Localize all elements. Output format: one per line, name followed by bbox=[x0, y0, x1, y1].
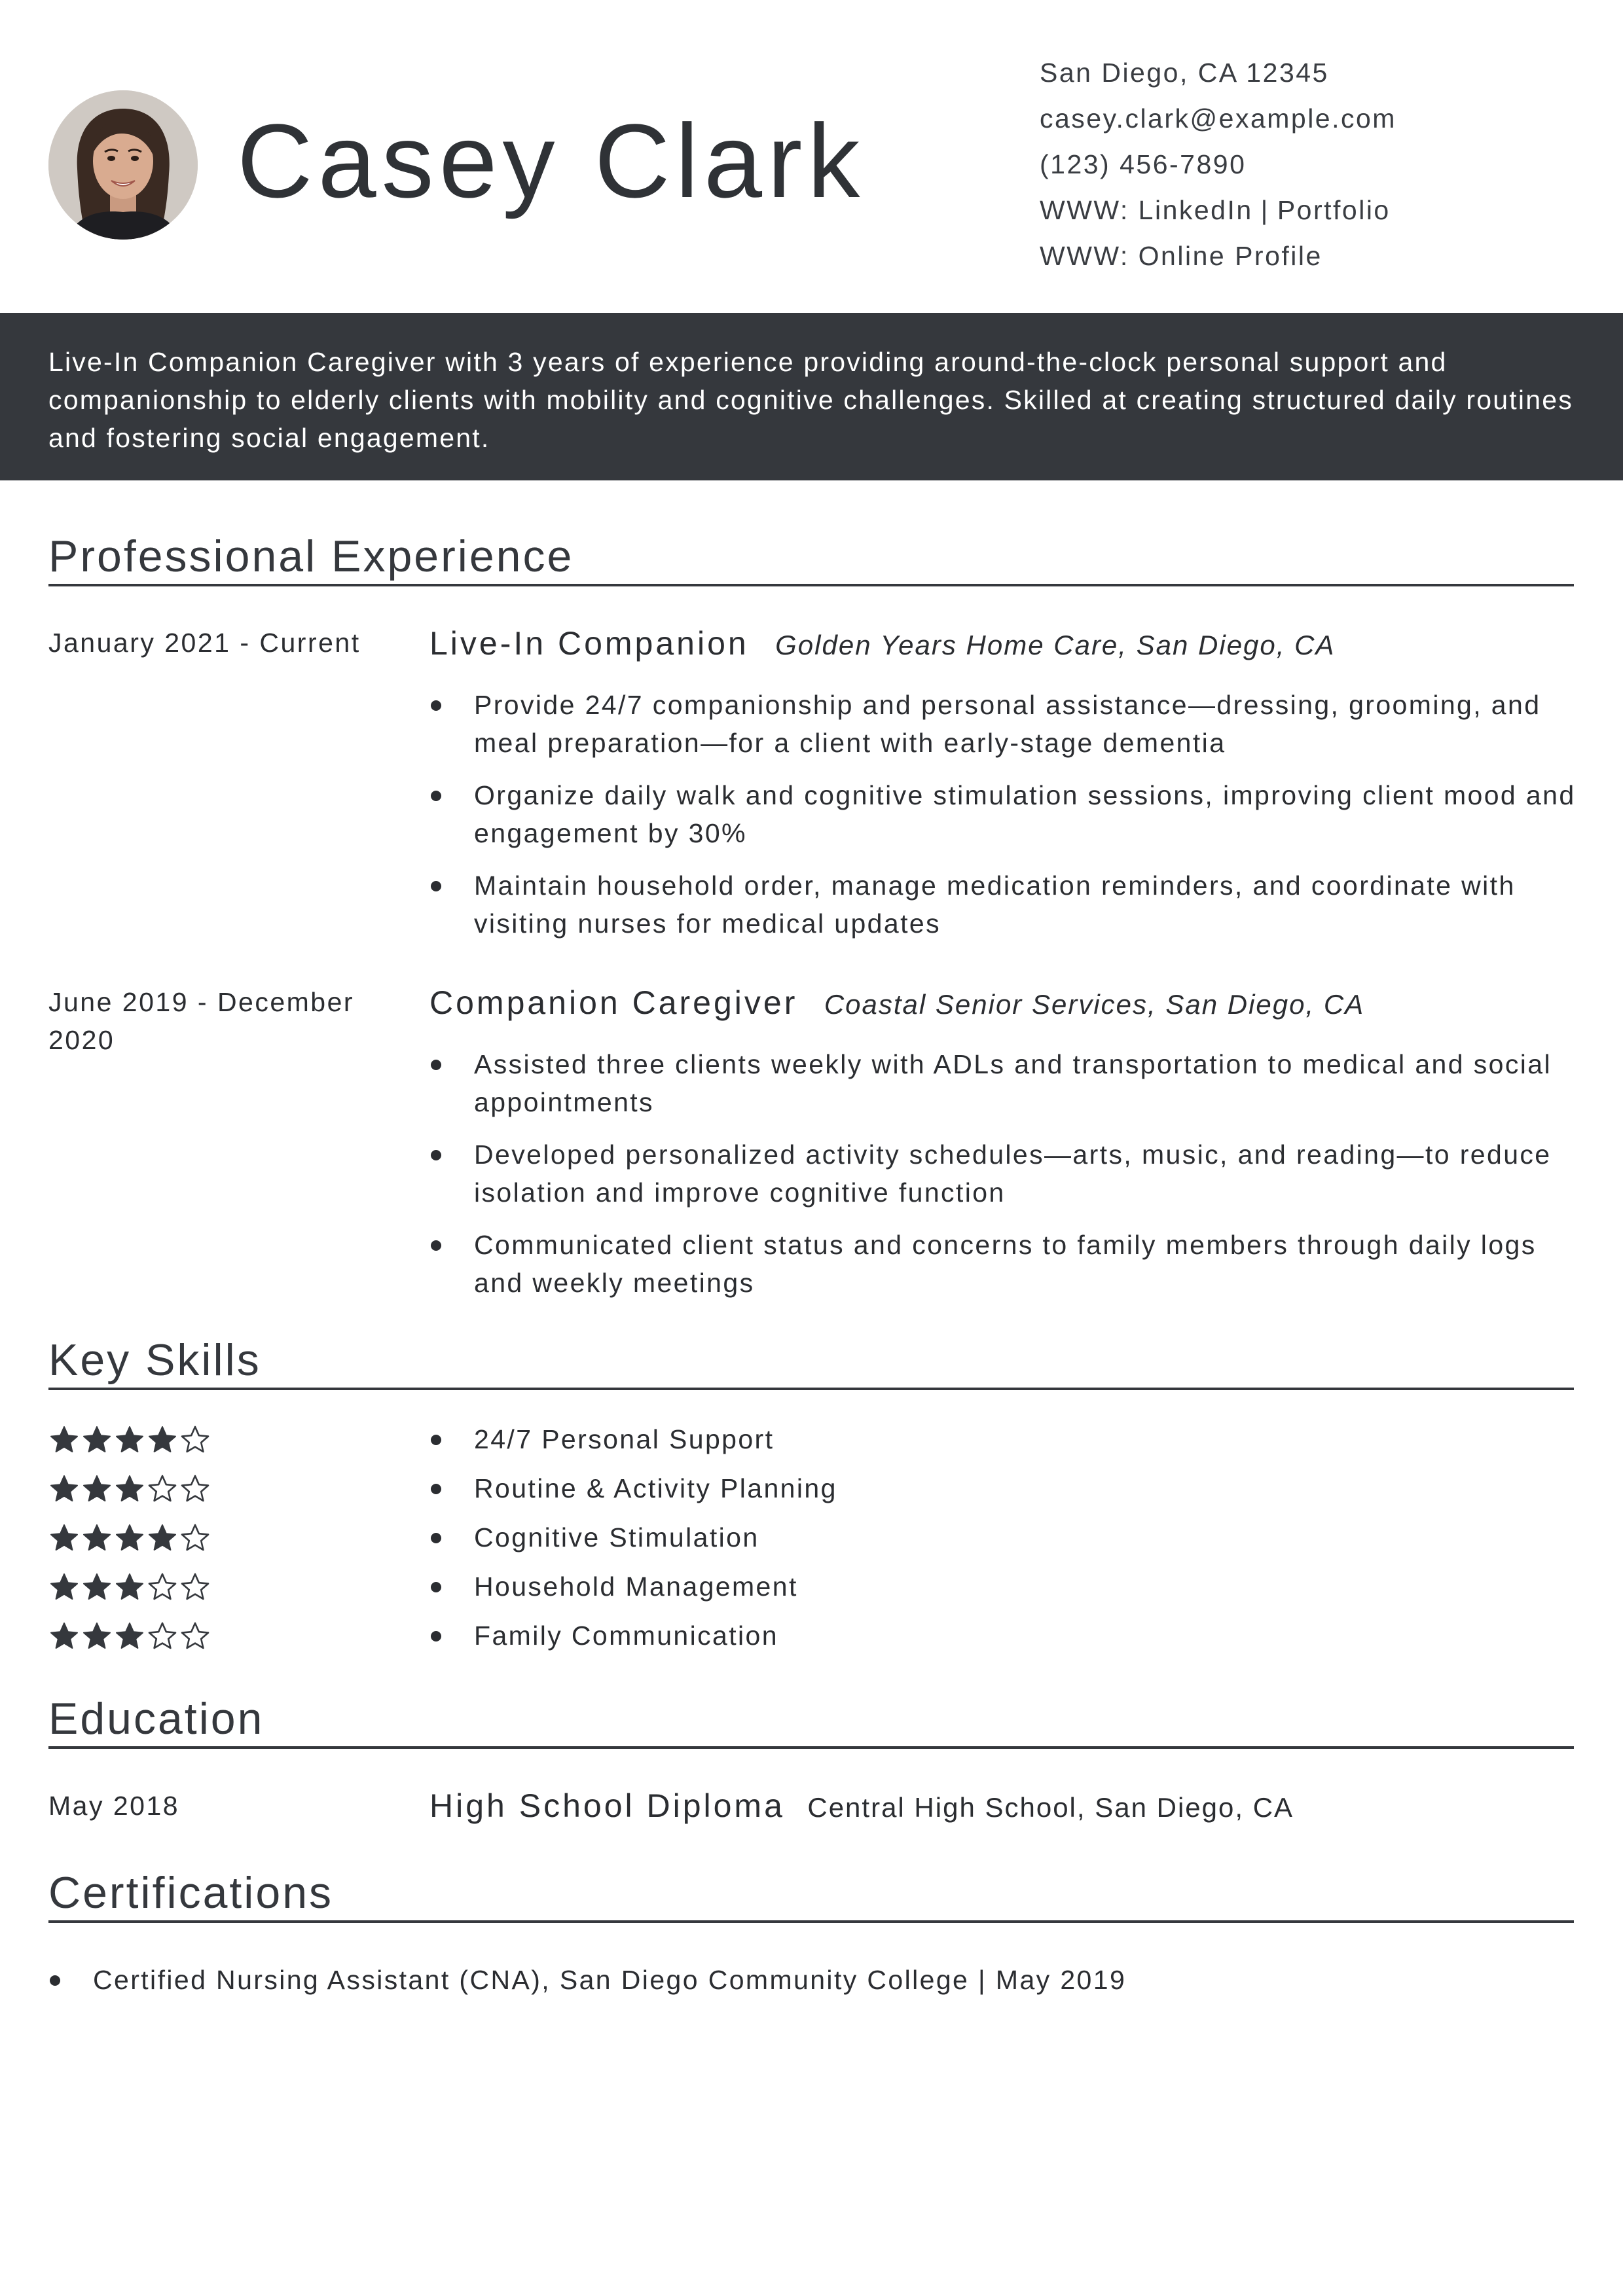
skill-row bbox=[48, 1617, 1554, 1666]
list-item: Organize daily walk and cognitive stimulation sessions, improving client mood and engagement by 30% bbox=[429, 776, 1588, 852]
skill-row bbox=[48, 1420, 1554, 1469]
star-empty-icon bbox=[179, 1424, 211, 1456]
star-empty-icon bbox=[147, 1571, 178, 1603]
contact-info bbox=[1040, 50, 1596, 279]
skill-label: 24/7 Personal Support bbox=[429, 1420, 774, 1458]
section-title-education: Education bbox=[48, 1693, 1574, 1749]
portfolio-link[interactable]: Portfolio bbox=[1277, 195, 1391, 225]
education-school: Central High School, San Diego, CA bbox=[807, 1792, 1294, 1823]
education-date: May 2018 bbox=[48, 1791, 180, 1821]
candidate-name: Casey Clark bbox=[237, 102, 866, 219]
star-filled-icon bbox=[48, 1522, 80, 1554]
list-item: Communicated client status and concerns to family members through daily logs and weekly meetings bbox=[429, 1226, 1588, 1302]
list-item: Provide 24/7 companionship and personal assistance—dressing, grooming, and meal preparation—for a client with early-stage dementia bbox=[429, 686, 1588, 762]
star-filled-icon bbox=[114, 1621, 145, 1652]
skill-label: Cognitive Stimulation bbox=[429, 1518, 759, 1556]
job-organization: Coastal Senior Services, San Diego, CA bbox=[824, 989, 1365, 1020]
contact-email[interactable]: casey.clark@example.com bbox=[1040, 103, 1396, 134]
job-title: Live-In Companion bbox=[429, 625, 749, 662]
contact-location: San Diego, CA 12345 bbox=[1040, 58, 1329, 88]
skill-row bbox=[48, 1518, 1554, 1568]
star-filled-icon bbox=[48, 1571, 80, 1603]
contact-web-links bbox=[1040, 187, 1596, 233]
skills-list bbox=[48, 1420, 1554, 1666]
skill-rating bbox=[48, 1424, 211, 1457]
list-item: Certified Nursing Assistant (CNA), San Diego Community College | May 2019 bbox=[48, 1961, 1554, 1999]
star-filled-icon bbox=[114, 1571, 145, 1603]
education-heading bbox=[429, 1787, 1601, 1825]
list-item: Assisted three clients weekly with ADLs and transportation to medical and social appointments bbox=[429, 1045, 1588, 1121]
job-heading bbox=[429, 624, 1601, 662]
star-filled-icon bbox=[81, 1621, 113, 1652]
job-dates: January 2021 - Current bbox=[48, 628, 361, 658]
star-filled-icon bbox=[147, 1424, 178, 1456]
star-filled-icon bbox=[81, 1571, 113, 1603]
star-filled-icon bbox=[81, 1473, 113, 1505]
star-filled-icon bbox=[81, 1522, 113, 1554]
star-filled-icon bbox=[114, 1522, 145, 1554]
skill-label: Family Communication bbox=[429, 1617, 778, 1655]
star-filled-icon bbox=[48, 1473, 80, 1505]
linkedin-link[interactable]: LinkedIn bbox=[1138, 195, 1253, 225]
skill-label: Household Management bbox=[429, 1568, 798, 1605]
online-profile-link[interactable]: Online Profile bbox=[1138, 241, 1322, 271]
skill-label: Routine & Activity Planning bbox=[429, 1469, 837, 1507]
resume-header bbox=[0, 0, 1623, 313]
list-item: Developed personalized activity schedules—arts, music, and reading—to reduce isolation and improve cognitive function bbox=[429, 1136, 1588, 1211]
job-organization: Golden Years Home Care, San Diego, CA bbox=[775, 630, 1336, 660]
star-filled-icon bbox=[81, 1424, 113, 1456]
star-empty-icon bbox=[179, 1571, 211, 1603]
profile-photo bbox=[48, 90, 198, 240]
section-title-certifications: Certifications bbox=[48, 1867, 1574, 1923]
skill-row bbox=[48, 1568, 1554, 1617]
star-empty-icon bbox=[179, 1473, 211, 1505]
star-empty-icon bbox=[179, 1621, 211, 1652]
skill-rating bbox=[48, 1522, 211, 1555]
certifications-list bbox=[48, 1961, 1554, 1999]
list-item: Maintain household order, manage medication reminders, and coordinate with visiting nurses for medical updates bbox=[429, 867, 1588, 942]
section-title-experience: Professional Experience bbox=[48, 530, 1574, 586]
skill-rating bbox=[48, 1621, 211, 1653]
skill-rating bbox=[48, 1473, 211, 1506]
job-heading bbox=[429, 984, 1601, 1022]
star-empty-icon bbox=[179, 1522, 211, 1554]
star-filled-icon bbox=[114, 1473, 145, 1505]
job-bullets bbox=[429, 1045, 1588, 1316]
contact-online-profile bbox=[1040, 233, 1596, 279]
star-empty-icon bbox=[147, 1473, 178, 1505]
skill-row bbox=[48, 1469, 1554, 1518]
star-filled-icon bbox=[48, 1621, 80, 1652]
summary-text: Live-In Companion Caregiver with 3 years of experience providing around-the-clock personal support and companionship to elderly clients with mobility and cognitive challenges. Skilled at creating structured daily routines and fostering social engagement. bbox=[48, 347, 1573, 453]
skill-rating bbox=[48, 1571, 211, 1604]
section-title-skills: Key Skills bbox=[48, 1334, 1574, 1390]
star-filled-icon bbox=[114, 1424, 145, 1456]
www-label: WWW: bbox=[1040, 195, 1129, 225]
summary-band bbox=[0, 313, 1623, 480]
job-title: Companion Caregiver bbox=[429, 984, 798, 1021]
www-label: WWW: bbox=[1040, 241, 1129, 271]
star-filled-icon bbox=[147, 1522, 178, 1554]
job-dates: June 2019 - December 2020 bbox=[48, 987, 355, 1055]
star-filled-icon bbox=[48, 1424, 80, 1456]
education-degree: High School Diploma bbox=[429, 1787, 785, 1824]
link-separator: | bbox=[1260, 195, 1269, 225]
job-bullets bbox=[429, 686, 1588, 957]
star-empty-icon bbox=[147, 1621, 178, 1652]
contact-phone[interactable]: (123) 456-7890 bbox=[1040, 149, 1247, 179]
